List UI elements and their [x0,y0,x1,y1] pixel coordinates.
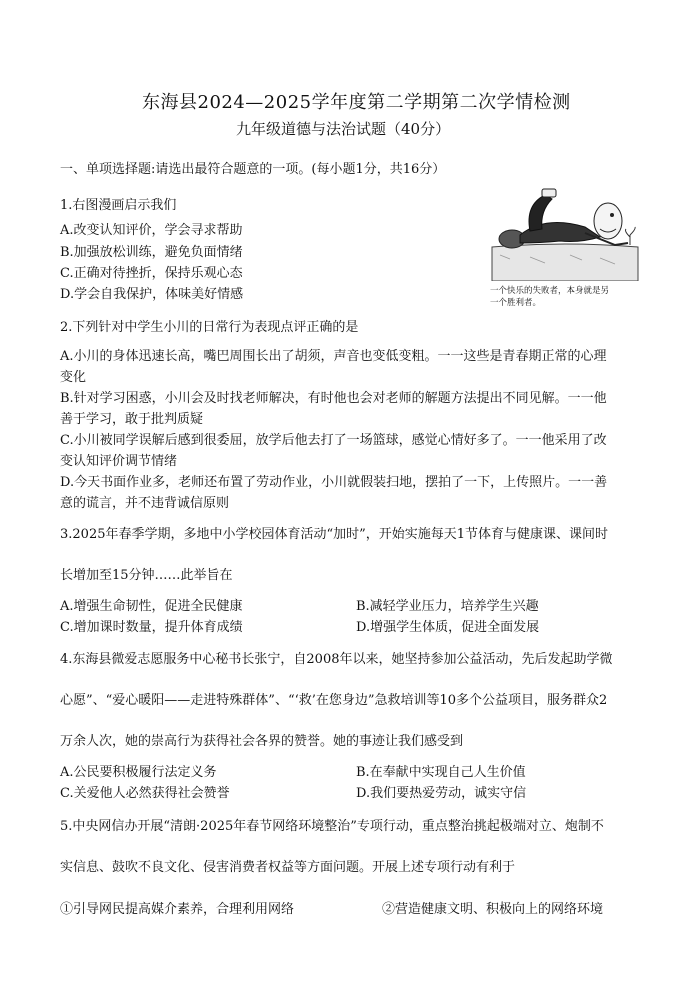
page-title: 东海县2024—2025学年度第二学期第二次学情检测 [142,92,571,113]
q4-option-d: D.我们要热爱劳动，诚实守信 [356,786,527,801]
q2-line: 变化 [60,370,87,385]
caption-line-2: 一个胜利者。 [490,298,542,308]
q1-option-b: B.加强放松训练，避免负面情绪 [60,245,243,260]
q4-option-a: A.公民要积极履行法定义务 [60,765,217,780]
question-3-line-2: 长增加至15分钟……此举旨在 [60,568,233,583]
q2-line: 意的谎言，并不违背诚信原则 [60,496,230,511]
q1-option-c: C.正确对待挫折，保持乐观心态 [60,266,243,281]
q2-line: 变认知评价调节情绪 [60,454,178,469]
cartoon-caption [490,285,630,309]
q4-option-c: C.关爱他人必然获得社会赞誉 [60,786,230,801]
q5-item-2: ②营造健康文明、积极向上的网络环境 [382,902,604,917]
section-heading: 一、单项选择题:请选出最符合题意的一项。(每小题1分，共16分） [60,162,446,177]
q5-item-1: ①引导网民提高媒介素养，合理利用网络 [60,902,295,917]
question-5-line-2: 实信息、鼓吹不良文化、侵害消费者权益等方面问题。开展上述专项行动有利于 [60,860,516,875]
question-4-line-1: 4.东海县微爱志愿服务中心秘书长张宁，自2008年以来，她坚持参加公益活动，先后发起助学微 [60,652,613,667]
q3-option-c: C.增加课时数量，提升体育成绩 [60,620,243,635]
q1-option-d: D.学会自我保护，体味美好情感 [60,287,244,302]
q2-line: B.针对学习困惑，小川会及时找老师解决，有时他也会对老师的解题方法提出不同见解。一一他 [60,391,607,406]
q2-line: D.今天书面作业多，老师还布置了劳动作业，小川就假装扫地，摆拍了一下，上传照片。一一善 [60,475,608,490]
q2-line: 善于学习，敢于批判质疑 [60,412,204,427]
q2-line: A.小川的身体迅速长高，嘴巴周围长出了胡须，声音也变低变粗。一一这些是青春期正常的心理 [60,349,607,364]
q3-option-b: B.减轻学业压力，培养学生兴趣 [356,599,539,614]
q2-line: C.小川被同学误解后感到很委屈，放学后他去打了一场篮球，感觉心情好多了。一一他采用了改 [60,433,607,448]
page-subtitle: 九年级道德与法治试题（40分） [236,120,451,138]
question-5-line-1: 5.中央网信办开展“清朗·2025年春节网络环境整治”专项行动，重点整治挑起极端对立、炮制不 [60,819,604,834]
cartoon-drawing [490,185,640,281]
q4-option-b: B.在奉献中实现自己人生价值 [356,765,526,780]
question-2-stem: 2.下列针对中学生小川的日常行为表现点评正确的是 [60,320,359,335]
q1-option-a: A.改变认知评价，学会寻求帮助 [60,223,243,238]
question-1-stem: 1.右图漫画启示我们 [60,198,177,213]
question-4-line-3: 万余人次，她的崇高行为获得社会各界的赞誉。她的事迹让我们感受到 [60,734,464,749]
question-3-line-1: 3.2025年春季学期，多地中小学校园体育活动“加时”，开始实施每天1节体育与健康课、课间时 [60,527,609,542]
caption-line-1: 一个快乐的失败者，本身就是另 [490,286,610,296]
q3-option-a: A.增强生命韧性，促进全民健康 [60,599,243,614]
q3-option-d: D.增强学生体质，促进全面发展 [356,620,540,635]
question-4-line-2: 心愿”、“爱心暖阳——走进特殊群体”、“‘救’在您身边”急救培训等10多个公益项目，服务群众2 [60,693,608,708]
cartoon-illustration [490,185,640,308]
